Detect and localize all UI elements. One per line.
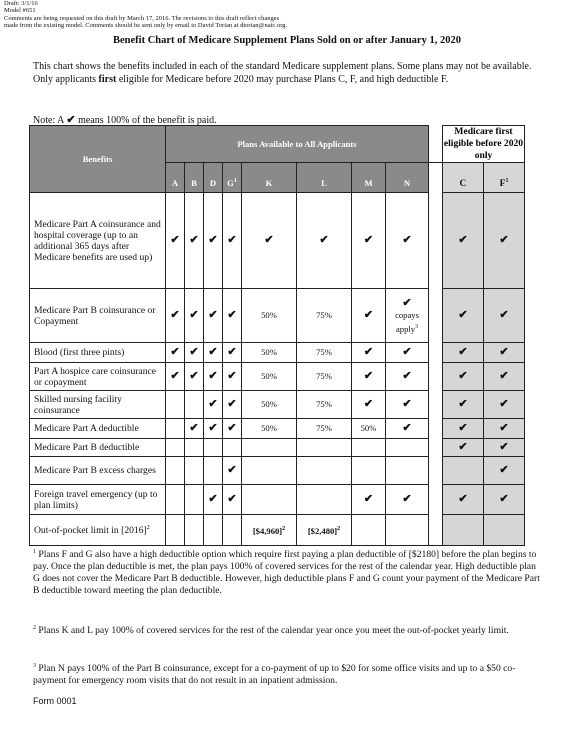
checkmark-icon: ✔ [402,234,412,246]
plan-cell [223,391,242,419]
plan-cell [242,439,297,457]
copays-text: copays [395,309,419,320]
checkmark-icon: ✔ [227,422,237,434]
checkmark-icon: ✔ [402,346,412,358]
cell-value: 75% [316,399,332,409]
checkmark-icon: ✔ [499,441,509,453]
plan-cell [166,515,185,546]
plan-cell [297,391,352,419]
plan-cell [223,289,242,343]
checkmark-icon: ✔ [458,493,468,505]
plan-cell [386,343,429,363]
plan-header-n [386,163,429,193]
plan-cell [297,457,352,485]
table-gap [429,419,443,439]
plan-cell [204,289,223,343]
footnote-ref: 1 [505,177,509,184]
checkmark-icon: ✔ [189,346,199,358]
benefit-label-text: Part A hospice care coinsurance or copayment [34,365,157,388]
medicare-first-cell [484,193,525,289]
table-row [30,363,525,391]
checkmark-icon: ✔ [208,309,218,321]
checkmark-icon: ✔ [458,234,468,246]
benefit-label-text: Medicare Part A coinsurance and hospital coverage (up to an additional 365 days after Medicare benefits are used up) [34,218,161,263]
plan-header-c [443,163,484,193]
draft-note-line: made from the existing model. Comments should be sent only by email to David Torian at dtorian@naic.org. [4,22,288,30]
plan-cell [297,439,352,457]
plan-letter: F [499,178,506,189]
checkmark-icon: ✔ [170,370,180,382]
plan-cell [297,419,352,439]
plan-header-g [223,163,242,193]
checkmark-icon: ✔ [363,370,374,382]
benefit-label-text: Foreign travel emergency (up to plan limits) [34,488,158,511]
footnote-ref: 2 [282,525,286,532]
plan-header-b [185,163,204,193]
checkmark-icon: ✔ [458,309,468,321]
checkmark-icon: ✔ [499,464,509,476]
medicare-first-cell [443,343,484,363]
checkmark-icon: ✔ [402,398,412,410]
footnote-3 [33,660,541,687]
plan-cell [223,439,242,457]
plan-cell [386,439,429,457]
plan-cell [386,457,429,485]
checkmark-icon: ✔ [170,346,180,358]
checkmark-icon: ✔ [458,346,468,358]
checkmark-icon: ✔ [170,234,180,246]
draft-header-notes [4,0,287,30]
benefit-label-text: Medicare Part A deductible [34,423,139,434]
plan-cell [185,515,204,546]
cell-value: 50% [261,310,277,320]
checkmark-icon: ✔ [363,398,374,410]
plan-cell [386,193,429,289]
medicare-first-cell [443,485,484,515]
plan-cell [352,343,386,363]
plan-cell [223,193,242,289]
medicare-first-cell [443,439,484,457]
plan-letter: N [403,178,411,188]
footnote-number: 2 [33,625,36,631]
medicare-first-cell [443,363,484,391]
checkmark-icon: ✔ [499,422,509,434]
group-header-medicare-first: Medicare first eligible before 2020 only [443,126,524,161]
table-row [30,439,525,457]
benefit-label-text: Blood (first three pints) [34,347,125,358]
table-row [30,343,525,363]
plan-cell [242,419,297,439]
checkmark-icon: ✔ [227,398,237,410]
checkmark-icon: ✔ [208,493,218,505]
plan-cell [204,457,223,485]
plan-cell [352,419,386,439]
intro-emphasis: first [98,73,117,85]
plan-cell [242,485,297,515]
plan-cell [204,439,223,457]
table-gap [429,289,443,343]
benefit-chart-table [29,125,525,546]
plan-cell [386,289,429,343]
plan-cell [297,515,352,546]
table-gap [429,515,443,546]
plan-cell [185,343,204,363]
checkmark-icon: ✔ [227,346,237,358]
copays-text: apply [395,323,416,334]
plan-cell [185,485,204,515]
footnote-ref: 3 [415,323,419,330]
table-row [30,289,525,343]
plan-header-f [484,163,525,193]
table-gap [429,485,443,515]
plan-cell [166,439,185,457]
plan-cell [297,343,352,363]
plan-cell [185,419,204,439]
plan-cell [242,343,297,363]
footnote-number: 3 [33,663,36,669]
plan-cell [166,343,185,363]
cell-value: [$2,480] [307,525,338,536]
plan-cell [204,419,223,439]
plan-cell [185,289,204,343]
plan-header-l [297,163,352,193]
table-row [30,485,525,515]
checkmark-icon: ✔ [170,309,180,321]
benefit-label-text: Skilled nursing facility coinsurance [34,393,122,416]
benefit-label [30,457,166,485]
table-gap [429,363,443,391]
footnote-ref: 2 [146,525,150,532]
footnote-ref: 1 [233,178,237,185]
plan-cell [204,391,223,419]
checkmark-icon: ✔ [402,296,412,309]
plan-cell [223,457,242,485]
page-title: Benefit Chart of Medicare Supplement Plans Sold on or after January 1, 2020 [113,35,461,46]
plan-cell [386,391,429,419]
plan-letter: L [321,178,327,188]
plan-cell [352,289,386,343]
plan-cell [352,515,386,546]
draft-note-line: Draft: 3/1/16 [4,0,38,7]
checkmark-icon: ✔ [499,493,509,505]
table-row [30,419,525,439]
plan-cell [166,363,185,391]
table-gap [429,457,443,485]
checkmark-icon: ✔ [227,234,237,246]
medicare-first-cell [484,289,525,343]
medicare-first-cell [484,457,525,485]
plan-letter: M [364,178,373,188]
intro-paragraph: This chart shows the benefits included in each of the standard Medicare supplement plans. Some plans may not be available. Only applicants first eligible for Medicare before 2020 may purchase Plans C, F, and high deductible F. [33,61,532,85]
cell-value: 50% [261,347,277,357]
checkmark-icon: ✔ [363,493,374,505]
table-row [30,193,525,289]
medicare-first-cell [484,515,525,546]
table-row [30,457,525,485]
checkmark-icon: ✔ [458,398,468,410]
benefit-label-text: Medicare Part B excess charges [34,465,156,476]
footnote-text: Plan N pays 100% of the Part B coinsurance, except for a co-payment of up to $20 for some office visits and up to a $50 co-payment for emergency room visits that do not result in an inpatient admission. [33,663,516,687]
footnote-ref: 2 [337,525,341,532]
checkmark-icon: ✔ [499,309,509,321]
plan-letter: D [209,178,217,188]
cell-value: 50% [360,423,377,433]
group-header-all-applicants: Plans Available to All Applicants [166,126,429,163]
checkmark-icon: ✔ [208,398,218,410]
plan-cell [223,363,242,391]
medicare-first-cell [484,363,525,391]
benefit-label [30,289,166,343]
checkmark-icon: ✔ [363,234,374,246]
cell-value: 75% [316,371,332,381]
checkmark-icon: ✔ [458,370,468,382]
plan-letter: G [227,178,234,188]
plan-cell [204,485,223,515]
footnote-text: Plans F and G also have a high deductible option which require first paying a plan deductible of [$2180] before the plan begins to pay. Once the plan deductible is met, the plan pays 100% of covered services for the rest of the calendar year. High deductible plan G does not cover the Medicare Part B deductible. However, high deductible plans F and G count your payment of the Medicare Part B deductible toward meeting the plan deductible. [33,549,540,597]
plan-cell [352,439,386,457]
plan-header-a [166,163,185,193]
plan-cell [185,439,204,457]
footnote-number: 1 [33,549,36,555]
checkmark-icon: ✔ [499,234,509,246]
plan-cell [242,193,297,289]
footnote-1 [33,546,541,597]
plan-cell [242,391,297,419]
plan-cell [352,193,386,289]
cell-value: [$4,960] [252,525,283,536]
table-gap [429,193,443,289]
checkmark-icon: ✔ [499,398,509,410]
cell-value: 75% [316,310,332,320]
checkmark-icon: ✔ [402,422,412,434]
plan-cell [223,515,242,546]
medicare-first-cell [484,485,525,515]
medicare-first-cell [443,193,484,289]
cell-value: 50% [261,399,277,409]
plan-letter: A [171,178,179,188]
checkmark-icon: ✔ [189,422,199,434]
plan-cell [185,457,204,485]
plan-cell [386,419,429,439]
plan-header-k [242,163,297,193]
plan-letter: K [265,178,273,188]
plan-cell [242,515,297,546]
plan-cell [297,193,352,289]
plan-cell [204,515,223,546]
checkmark-icon: ✔ [208,422,218,434]
medicare-first-cell [484,419,525,439]
plan-cell [185,363,204,391]
checkmark-icon: ✔ [458,441,468,453]
table-gap [429,439,443,457]
benefit-label [30,439,166,457]
plan-cell [223,343,242,363]
draft-note-line: Comments are being requested on this draft by March 17, 2016. The revisions to this draft reflect changes [4,14,280,22]
plan-cell [166,419,185,439]
checkmark-icon: ✔ [227,309,237,321]
checkmark-icon: ✔ [189,234,199,246]
table-gap [429,163,443,193]
benefit-label-text: Medicare Part B deductible [34,442,140,453]
plan-cell [166,485,185,515]
note-suffix: means 100% of the benefit is paid. [78,115,217,126]
benefit-label [30,515,166,546]
checkmark-icon: ✔ [458,422,468,434]
table-row [30,515,525,546]
checkmark-icon: ✔ [499,346,509,358]
benefit-label-text: Medicare Part B coinsurance or Copayment [34,304,156,327]
plan-cell [386,515,429,546]
benefits-header: Benefits [30,126,166,193]
footnote-text: Plans K and L pay 100% of covered services for the rest of the calendar year once you meet the out-of-pocket yearly limit. [38,625,509,637]
table-gap [429,391,443,419]
table-gap [429,343,443,363]
checkmark-icon: ✔ [402,493,412,505]
cell-value: 50% [261,423,277,433]
checkmark-icon: ✔ [264,234,274,246]
checkmark-icon: ✔ [319,234,329,246]
note-prefix: Note: A [33,115,64,126]
checkmark-icon: ✔ [227,370,237,382]
benefit-label [30,343,166,363]
plan-cell [223,485,242,515]
plan-cell [204,343,223,363]
footnote-2 [33,622,541,637]
benefit-label [30,193,166,289]
checkmark-icon: ✔ [208,234,218,246]
medicare-first-cell [443,289,484,343]
medicare-first-cell [443,419,484,439]
plan-cell [297,289,352,343]
draft-note-line: Model #651 [4,7,36,15]
plan-cell [386,485,429,515]
checkmark-icon: ✔ [402,370,412,382]
plan-cell [352,363,386,391]
table-row [30,391,525,419]
checkmark-icon: ✔ [208,346,218,358]
cell-value: 50% [261,371,277,381]
checkmark-icon: ✔ [227,464,237,476]
form-label: Form 0001 [33,696,77,706]
checkmark-icon: ✔ [189,370,199,382]
plan-header-m [352,163,386,193]
plan-cell [242,289,297,343]
benefit-label [30,485,166,515]
benefit-label-text: Out-of-pocket limit in [2016] [34,525,147,537]
plan-cell [352,391,386,419]
plan-letter: B [191,178,197,188]
plan-cell [297,363,352,391]
checkmark-icon: ✔ [66,114,76,126]
medicare-first-cell [484,391,525,419]
benefit-label [30,419,166,439]
plan-cell [242,457,297,485]
plan-cell [166,193,185,289]
medicare-first-cell [443,515,484,546]
medicare-first-cell [443,457,484,485]
medicare-first-cell [484,343,525,363]
plan-cell [166,391,185,419]
plan-cell [185,193,204,289]
plan-letter: C [459,178,467,189]
plan-cell [204,193,223,289]
medicare-first-cell [484,439,525,457]
checkmark-icon: ✔ [189,309,199,321]
plan-cell [352,485,386,515]
plan-cell [297,485,352,515]
plan-cell [242,363,297,391]
plan-cell [166,457,185,485]
plan-cell [185,391,204,419]
checkmark-icon: ✔ [208,370,218,382]
checkmark-icon: ✔ [363,309,374,321]
plan-cell [166,289,185,343]
plan-header-d [204,163,223,193]
plan-cell [223,419,242,439]
checkmark-icon: ✔ [363,346,374,358]
table-gap [429,126,443,163]
cell-value: 75% [316,347,332,357]
checkmark-icon: ✔ [499,370,509,382]
plan-cell [204,363,223,391]
plan-cell [352,457,386,485]
checkmark-icon: ✔ [227,493,237,505]
benefit-label [30,391,166,419]
benefit-label [30,363,166,391]
medicare-first-cell [443,391,484,419]
plan-cell [386,363,429,391]
cell-value: 75% [316,423,332,433]
